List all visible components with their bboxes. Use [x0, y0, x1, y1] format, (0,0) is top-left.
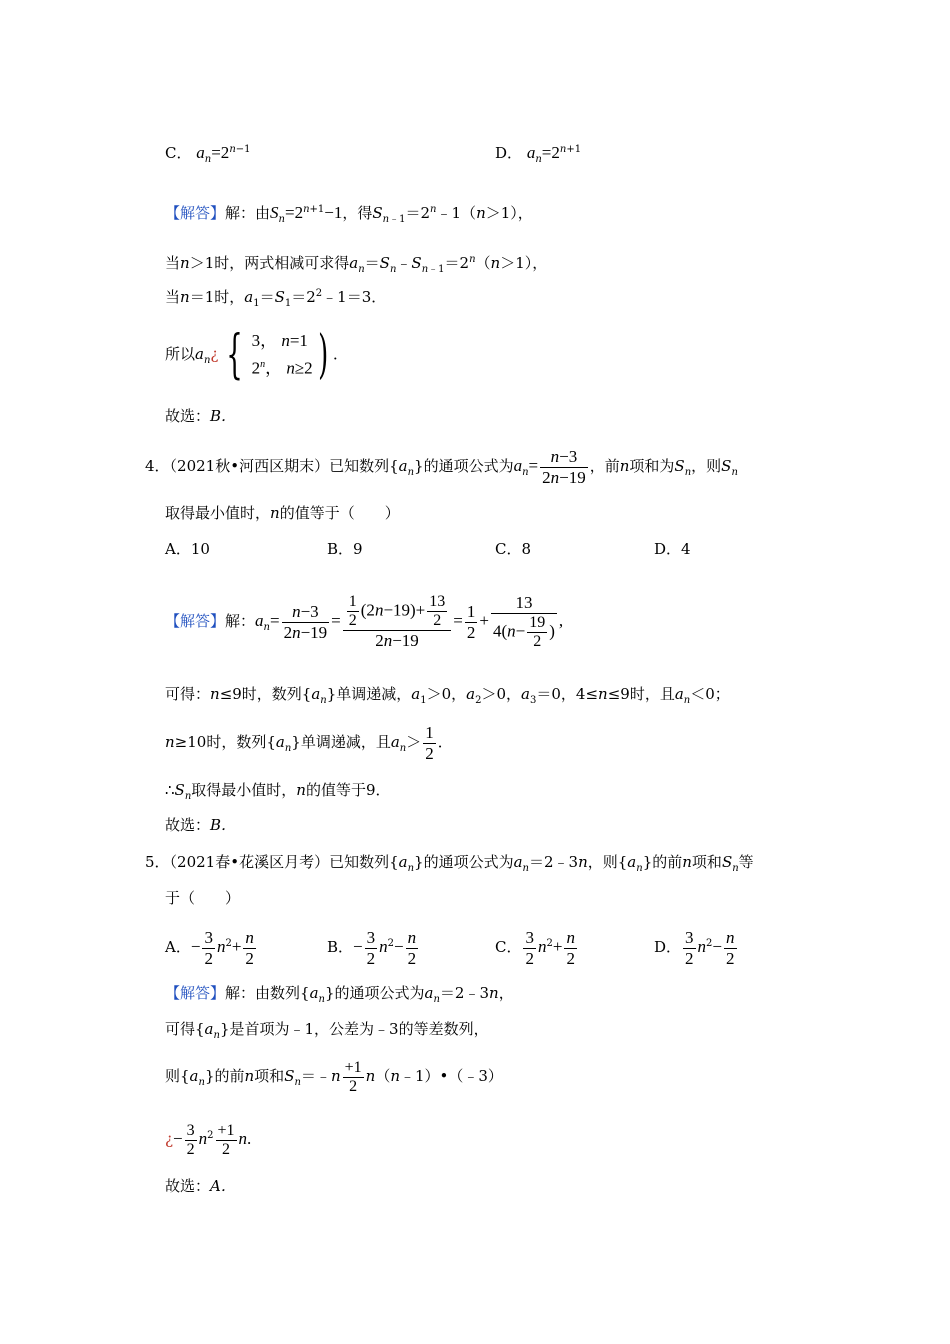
solution-4-choice: 故选：B． [165, 816, 237, 834]
solution-3-line-2: 当n＞1时，两式相减可求得$a_n=S_n﹣S_{n﹣1}=2^n(n>1)$， [165, 254, 548, 275]
solution-5-line-3: 则$\{a_n\}$的前n项和$S_n=﹣n$ $\frac{+1}{2}$ n（n﹣1）•（﹣3） [165, 1058, 503, 1095]
q5-option-c: C． $\frac{3}{2}$ $n^2+$ $\frac{n}{2}$ [495, 927, 575, 968]
solution-3-line-3: 当n＝1时，$a_1=S_1=2^2﹣1=3$． [165, 288, 387, 309]
q5-option-a: A．− $\frac{3}{2}$ $n^2+$ $\frac{n}{2}$ [165, 927, 254, 968]
solution-5-choice: 故选：A． [165, 1177, 236, 1195]
solution-4-line-2: 可得：n≤9时，数列$\{a_n\}$单调递减，$a_1>0$，$a_2>0$，$a_3=0$，4≤n≤9时，且$a_n<0$； [165, 685, 730, 706]
solution-4-line-1: 【解答】解：$a_n=$ $\frac{n-3}{2n-19}$ = $\frac{1}{2}$ (2n−19)+ $\frac{13}{2}$ 2n−19 = $\frac{1}{2}$ + 13 4(n− $\frac{19}{2}$ ) , [165, 593, 564, 650]
q4-option-b: B．9 [327, 540, 363, 558]
question-4-line-2: 取得最小值时，n的值等于（ ） [165, 504, 400, 522]
answer-tag: 【解答】 [165, 204, 226, 222]
question-5-line-1: 5．（2021春•花溪区月考）已知数列$\{a_n\}$的通项公式为$a_n=2﹣3n$，则$\{a_n\}$的前n项和$S_n$等 [145, 853, 754, 874]
option-d: D． $a_n=2^{n+1}$ [495, 143, 582, 165]
solution-5-line-2: 可得$\{a_n\}$是首项为﹣1，公差为﹣3的等差数列， [165, 1020, 489, 1041]
answer-tag: 【解答】 [165, 984, 226, 1002]
solution-4-line-4: $\therefore S_n$取得最小值时，n的值等于9． [165, 781, 391, 802]
q5-option-b: B．− $\frac{3}{2}$ $n^2-$ $\frac{n}{2}$ [327, 927, 417, 968]
q4-option-d: D．4 [654, 540, 691, 558]
q4-option-a: A．10 [165, 540, 210, 558]
solution-5-line-4: ¿− $\frac{3}{2}$ $n^2$ $\frac{+1}{2}$ n. [165, 1121, 252, 1158]
q5-option-d: D． $\frac{3}{2}$ $n^2-$ $\frac{n}{2}$ [654, 927, 735, 968]
solution-3-line-4: 所以$a_n¿$ { 3， n=1 2$^n$， n≥2 ) ． [165, 325, 348, 385]
solution-3-line-1: 【解答】解：由$S_n=2^{n+1}-1$，得$S_{n﹣1}=2^n﹣1(n>1)$， [165, 203, 533, 225]
question-5-line-2: 于（ ） [165, 889, 241, 907]
q4-option-c: C．8 [495, 540, 532, 558]
solution-5-line-1: 【解答】解：由数列$\{a_n\}$的通项公式为$a_n=2﹣3n$， [165, 984, 514, 1005]
question-4-line-1: 4．（2021秋•河西区期末）已知数列$\{a_n\}$的通项公式为$a_n=$ $\frac{n-3}{2n-19}$ ，前n项和为$S_n$，则$S_n$ [145, 446, 738, 487]
solution-4-line-3: n≥10时，数列$\{a_n\}$单调递减，且$a_n>$ $\frac{1}{2}$ ． [165, 722, 453, 763]
option-c: C． $a_n=2^{n-1}$ [165, 143, 251, 165]
solution-3-choice: 故选：B． [165, 407, 237, 425]
answer-tag: 【解答】 [165, 612, 226, 630]
